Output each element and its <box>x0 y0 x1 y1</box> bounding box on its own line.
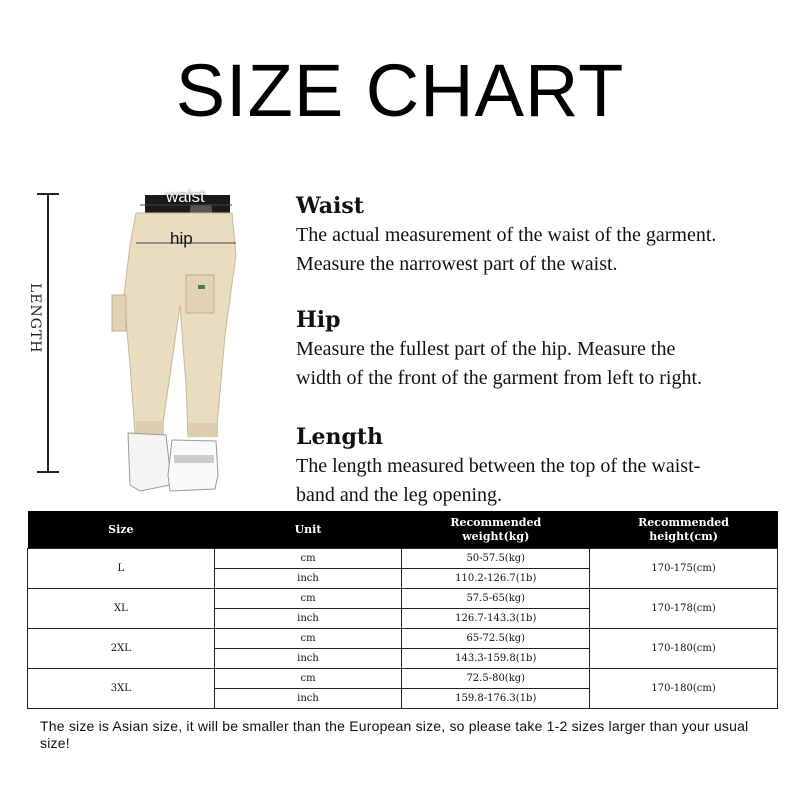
header-height-line2: height(cm) <box>649 529 718 543</box>
header-height-line1: Recommended <box>638 515 729 529</box>
weight-cell: 57.5-65(kg) <box>402 589 590 609</box>
unit-cell: cm <box>214 589 402 609</box>
weight-cell: 143.3-159.8(1b) <box>402 649 590 669</box>
hip-line-1: Measure the fullest part of the hip. Measure the <box>296 338 676 360</box>
unit-cell: cm <box>214 669 402 689</box>
unit-cell: inch <box>214 609 402 629</box>
waist-label: waist <box>166 187 205 206</box>
size-cell: L <box>28 549 215 589</box>
header-height <box>590 511 778 549</box>
table-row <box>28 549 778 569</box>
weight-cell: 110.2-126.7(1b) <box>402 569 590 589</box>
length-ruler <box>47 193 49 473</box>
unit-cell: inch <box>214 649 402 669</box>
weight-cell: 126.7-143.3(1b) <box>402 609 590 629</box>
length-heading: Length <box>296 424 384 450</box>
header-weight <box>402 511 590 549</box>
weight-cell: 50-57.5(kg) <box>402 549 590 569</box>
weight-cell: 65-72.5(kg) <box>402 629 590 649</box>
table-row <box>28 589 778 609</box>
header-unit: Unit <box>214 511 402 549</box>
height-cell: 170-180(cm) <box>590 669 778 709</box>
waist-heading: Waist <box>296 193 364 219</box>
table-row <box>28 629 778 649</box>
table-row <box>28 669 778 689</box>
hip-line-2: width of the front of the garment from left to right. <box>296 367 703 389</box>
length-section <box>296 422 786 510</box>
page-title: SIZE CHART <box>175 49 625 132</box>
size-cell: XL <box>28 589 215 629</box>
length-line-1: The length measured between the top of the waist- <box>296 455 701 477</box>
size-table <box>27 511 778 709</box>
height-cell: 170-175(cm) <box>590 549 778 589</box>
hip-heading: Hip <box>296 307 341 333</box>
length-line-2: band and the leg opening. <box>296 484 503 506</box>
height-cell: 170-178(cm) <box>590 589 778 629</box>
hip-label: hip <box>170 229 193 248</box>
header-size: Size <box>28 511 215 549</box>
hip-section <box>296 305 786 393</box>
size-cell: 3XL <box>28 669 215 709</box>
length-ruler-label: LENGTH <box>27 283 43 354</box>
weight-cell: 159.8-176.3(1b) <box>402 689 590 709</box>
header-weight-line1: Recommended <box>450 515 542 529</box>
ruler-bottom-cap <box>37 471 59 473</box>
size-cell: 2XL <box>28 629 215 669</box>
unit-cell: cm <box>214 549 402 569</box>
size-note: The size is Asian size, it will be smaller than the European size, so please take 1-2 sizes larger than your usual size! <box>40 718 749 751</box>
height-cell: 170-180(cm) <box>590 629 778 669</box>
header-weight-line2: weight(kg) <box>462 529 530 543</box>
unit-cell: cm <box>214 629 402 649</box>
waist-line-1: The actual measurement of the waist of the garment. <box>296 224 717 246</box>
pants-figure <box>100 185 250 500</box>
waist-section <box>296 191 786 279</box>
weight-cell: 72.5-80(kg) <box>402 669 590 689</box>
table-header-row <box>28 511 778 549</box>
waist-line-2: Measure the narrowest part of the waist. <box>296 253 618 275</box>
unit-cell: inch <box>214 569 402 589</box>
unit-cell: inch <box>214 689 402 709</box>
